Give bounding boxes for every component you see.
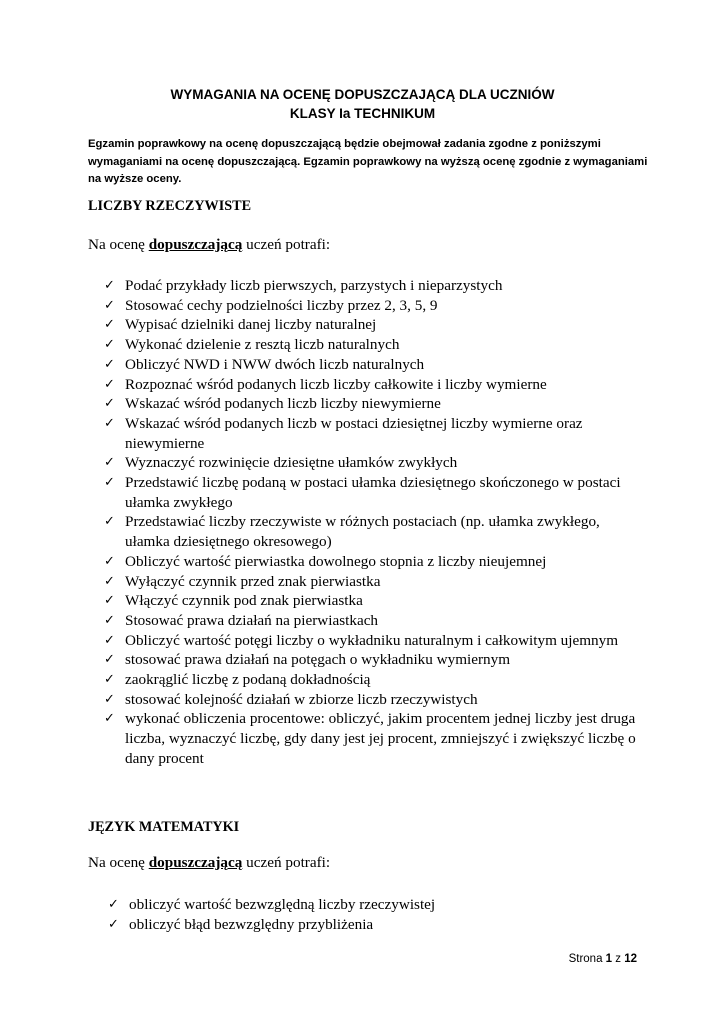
section-lead-liczby-rzeczywiste bbox=[88, 236, 330, 254]
checkmark-icon: ✓ bbox=[104, 514, 115, 530]
list-item bbox=[104, 276, 644, 296]
list-item bbox=[104, 315, 644, 335]
list-item-text: stosować kolejność działań w zbiorze liczb rzeczywistych bbox=[125, 690, 478, 708]
list-item bbox=[104, 670, 644, 690]
footer-prefix: Strona bbox=[568, 953, 606, 965]
list-item bbox=[104, 650, 644, 670]
list-item-text: Obliczyć wartość pierwiastka dowolnego stopnia z liczby nieujemnej bbox=[125, 552, 547, 570]
list-item-text: Obliczyć NWD i NWW dwóch liczb naturalnych bbox=[125, 355, 425, 373]
footer-separator: z bbox=[612, 953, 625, 965]
footer-page-total: 12 bbox=[624, 953, 637, 965]
checkmark-icon: ✓ bbox=[104, 593, 115, 609]
intro-paragraph: Egzamin poprawkowy na ocenę dopuszczającą będzie obejmował zadania zgodne z poniższymi wymaganiami na ocenę dopuszczającą. Egzamin poprawkowy na wyższą ocenę zgodnie z wymaganiami na wyższe oceny. bbox=[88, 138, 648, 185]
list-item-text: Wyłączyć czynnik przed znak pierwiastka bbox=[125, 572, 381, 590]
checkmark-icon: ✓ bbox=[104, 455, 115, 471]
section-heading-liczby-rzeczywiste: LICZBY RZECZYWISTE bbox=[88, 198, 252, 214]
checkmark-icon: ✓ bbox=[104, 475, 115, 491]
document-title-line-2: KLASY Ia TECHNIKUM bbox=[289, 106, 436, 121]
list-item bbox=[104, 611, 644, 631]
checkmark-icon: ✓ bbox=[108, 916, 119, 932]
checkmark-icon: ✓ bbox=[104, 652, 115, 668]
list-item-text: Wykonać dzielenie z resztą liczb naturalnych bbox=[125, 336, 400, 354]
list-item-text: Stosować prawa działań na pierwiastkach bbox=[125, 611, 379, 629]
list-item bbox=[108, 895, 648, 915]
list-item-text: Przedstawiać liczby rzeczywiste w różnych postaciach (np. ułamka zwykłego, ułamka dziesiętnego okresowego) bbox=[125, 513, 600, 551]
list-item-text: obliczyć błąd bezwzględny przybliżenia bbox=[129, 915, 374, 933]
list-item-text: obliczyć wartość bezwzględną liczby rzeczywistej bbox=[129, 896, 436, 913]
lead-text-after: uczeń potrafi: bbox=[242, 236, 331, 253]
list-item bbox=[104, 375, 644, 395]
section-lead-jezyk-matematyki bbox=[88, 854, 330, 872]
list-item-text: Przedstawić liczbę podaną w postaci ułamka dziesiętnego skończonego w postaci ułamka zwykłego bbox=[125, 474, 621, 511]
lead-text-before: Na ocenę bbox=[88, 236, 149, 253]
list-item bbox=[104, 414, 644, 453]
checkmark-icon: ✓ bbox=[104, 553, 115, 569]
list-item bbox=[104, 335, 644, 355]
checkmark-icon: ✓ bbox=[104, 376, 115, 392]
list-item bbox=[104, 690, 644, 710]
list-item bbox=[104, 709, 644, 768]
lead-emphasis: dopuszczającą bbox=[148, 854, 243, 871]
list-item-text: Włączyć czynnik pod znak pierwiastka bbox=[125, 592, 363, 610]
checkmark-icon: ✓ bbox=[104, 691, 115, 707]
lead-text-before: Na ocenę bbox=[88, 854, 149, 871]
list-item-text: Wyznaczyć rozwinięcie dziesiętne ułamków zwykłych bbox=[125, 454, 458, 472]
document-title-line-1: WYMAGANIA NA OCENĘ DOPUSZCZAJĄCĄ DLA UCZNIÓW bbox=[170, 87, 555, 102]
checkmark-icon: ✓ bbox=[108, 897, 119, 912]
checklist-jezyk-matematyki bbox=[108, 895, 648, 934]
checkmark-icon: ✓ bbox=[104, 297, 115, 313]
list-item bbox=[104, 473, 644, 512]
checklist-liczby-rzeczywiste bbox=[104, 276, 644, 769]
page-footer bbox=[569, 953, 637, 965]
list-item bbox=[104, 453, 644, 473]
list-item-text: wykonać obliczenia procentowe: obliczyć, jakim procentem jednej liczby jest druga liczba, wyznaczyć liczbę, gdy dany jest jej procent, zmniejszyć i zwiększyć liczbę o dany procent bbox=[125, 710, 636, 767]
list-item bbox=[108, 915, 648, 935]
list-item-text: Rozpoznać wśród podanych liczb liczby całkowite i liczby wymierne bbox=[125, 375, 547, 393]
list-item-text: Podać przykłady liczb pierwszych, parzystych i nieparzystych bbox=[125, 277, 503, 294]
list-item bbox=[104, 394, 644, 414]
checkmark-icon: ✓ bbox=[104, 356, 115, 372]
list-item bbox=[104, 512, 644, 551]
checkmark-icon: ✓ bbox=[104, 672, 115, 688]
lead-emphasis: dopuszczającą bbox=[148, 236, 243, 253]
list-item bbox=[104, 296, 644, 316]
list-item-text: Wypisać dzielniki danej liczby naturalnej bbox=[125, 316, 377, 334]
checkmark-icon: ✓ bbox=[104, 573, 115, 589]
list-item bbox=[104, 591, 644, 611]
footer-page-number: 1 bbox=[605, 953, 613, 965]
checkmark-icon: ✓ bbox=[104, 396, 115, 412]
lead-text-after: uczeń potrafi: bbox=[242, 854, 331, 871]
list-item-text: stosować prawa działań na potęgach o wykładniku wymiernym bbox=[125, 651, 511, 669]
section-heading-jezyk-matematyki: JĘZYK MATEMATYKI bbox=[88, 819, 240, 835]
list-item bbox=[104, 552, 644, 572]
checkmark-icon: ✓ bbox=[104, 632, 115, 648]
list-item bbox=[104, 355, 644, 375]
list-item-text: Wskazać wśród podanych liczb liczby niewymierne bbox=[125, 395, 441, 413]
checkmark-icon: ✓ bbox=[104, 612, 115, 628]
list-item bbox=[104, 572, 644, 592]
checkmark-icon: ✓ bbox=[104, 711, 115, 727]
list-item-text: zaokrąglić liczbę z podaną dokładnością bbox=[125, 671, 371, 689]
list-item-text: Obliczyć wartość potęgi liczby o wykładniku naturalnym i całkowitym ujemnym bbox=[125, 631, 619, 649]
list-item-text: Wskazać wśród podanych liczb w postaci dziesiętnej liczby wymierne oraz niewymierne bbox=[125, 414, 583, 452]
checkmark-icon: ✓ bbox=[104, 337, 115, 353]
checkmark-icon: ✓ bbox=[104, 415, 115, 431]
list-item bbox=[104, 631, 644, 651]
list-item-text: Stosować cechy podzielności liczby przez 2, 3, 5, 9 bbox=[125, 296, 438, 314]
checkmark-icon: ✓ bbox=[104, 278, 115, 293]
checkmark-icon: ✓ bbox=[104, 317, 115, 333]
